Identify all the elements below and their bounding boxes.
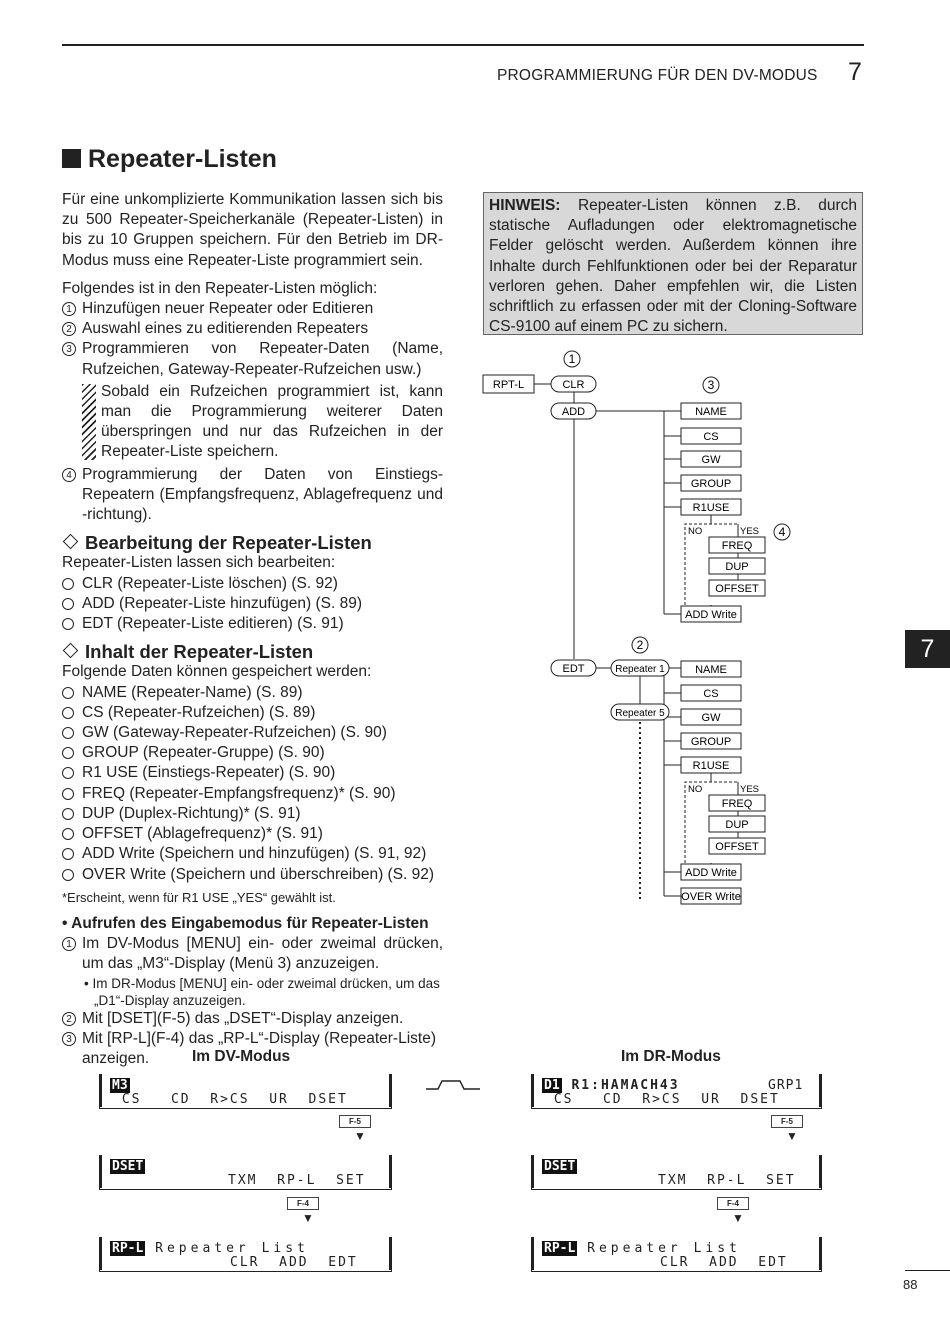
- flow-field: [709, 795, 765, 811]
- svg-text:R1USE: R1USE: [692, 760, 730, 772]
- list-item: CS (Repeater-Rufzeichen) (S. 89): [62, 703, 443, 723]
- lcd-rpl: RP-L Repeater List CLR ADD EDT: [99, 1238, 392, 1272]
- flow-repeater-5: [611, 704, 669, 720]
- header-rule: [62, 44, 864, 46]
- svg-text:R1USE: R1USE: [692, 502, 730, 514]
- svg-text:2: 2: [636, 638, 644, 652]
- hint-label: HINWEIS:: [489, 197, 561, 214]
- list-item: GW (Gateway-Repeater-Rufzeichen) (S. 90): [62, 723, 443, 743]
- arrow-down-icon: ▼: [732, 1211, 744, 1225]
- flow-field: [681, 428, 741, 444]
- flow-field: [681, 757, 741, 773]
- footnote: *Erscheint, wenn für R1 USE „YES“ gewählt ist.: [62, 889, 336, 905]
- circle-bullet-icon: [62, 869, 74, 881]
- flow-field: [681, 403, 741, 419]
- left-column: [62, 190, 443, 1069]
- flow-field: [709, 558, 765, 574]
- list-item: NAME (Repeater-Name) (S. 89): [62, 683, 443, 703]
- step-marker: [632, 637, 648, 653]
- chapter-number: 7: [848, 58, 862, 86]
- flow-add-write: [681, 864, 741, 880]
- svg-text:ADD: ADD: [561, 406, 586, 418]
- svg-text:4: 4: [778, 525, 786, 539]
- lcd-dset: DSET TXM RP-L SET: [99, 1156, 392, 1190]
- svg-text:Repeater 5: Repeater 5: [615, 708, 665, 719]
- svg-text:CS: CS: [703, 431, 719, 443]
- hint-box: [483, 192, 863, 335]
- chapter-tab: 7: [905, 630, 950, 668]
- flow-field: [681, 499, 741, 515]
- edit-heading: Bearbeitung der Repeater-Listen: [62, 533, 443, 553]
- substep: • Im DR-Modus [MENU] ein- oder zweimal drücken, um das „D1“-Display anzuzeigen.: [84, 975, 440, 1008]
- step-marker: [564, 351, 580, 367]
- lcd-rpl: RP-L Repeater List CLR ADD EDT: [531, 1238, 822, 1272]
- diamond-icon: [63, 643, 79, 659]
- circle-bullet-icon: [62, 578, 74, 590]
- list-item: OFFSET (Ablagefrequenz)* (S. 91): [62, 824, 443, 844]
- arrow-down-icon: ▼: [302, 1211, 314, 1225]
- circle-bullet-icon: [62, 727, 74, 739]
- flow-no: NO: [688, 526, 703, 537]
- flow-field: [681, 709, 741, 725]
- flow-repeater-1: [611, 660, 669, 676]
- svg-text:DUP: DUP: [725, 819, 749, 831]
- flow-field: [709, 537, 765, 553]
- lcd-m3: M3 CS CD R>CS UR DSET: [99, 1075, 392, 1109]
- flow-yes: YES: [740, 526, 760, 537]
- list-item: GROUP (Repeater-Gruppe) (S. 90): [62, 743, 443, 763]
- svg-text:FREQ: FREQ: [721, 798, 753, 810]
- list-item: CLR (Repeater-Liste löschen) (S. 92): [62, 574, 443, 594]
- edit-intro: Repeater-Listen lassen sich bearbeiten:: [62, 554, 336, 572]
- flow-field: [709, 580, 765, 596]
- page-number-rule: [905, 1270, 950, 1271]
- list-item: 3 Programmieren von Repeater-Daten (Name, Rufzeichen, Gateway-Repeater-Rufzeichen usw.): [62, 339, 443, 379]
- arrow-down-icon: ▼: [786, 1129, 798, 1143]
- lcd-d1: D1 R1:HAMACH43 GRP1 CS CD R>CS UR DSET: [531, 1075, 822, 1109]
- dv-mode-label: Im DV-Modus: [192, 1048, 291, 1065]
- svg-text:FREQ: FREQ: [721, 540, 753, 552]
- content-intro: Folgende Daten können gespeichert werden:: [62, 663, 372, 681]
- list-item: FREQ (Repeater-Empfangsfrequenz)* (S. 90): [62, 784, 443, 804]
- svg-text:OFFSET: OFFSET: [715, 583, 759, 595]
- svg-text:NAME: NAME: [695, 664, 727, 676]
- note: Sobald ein Rufzeichen programmiert ist, kann man die Programmierung weiterer Daten überspringen und nur das Rufzeichen in der Repeater-Liste speichern.: [81, 382, 443, 463]
- list-item: EDT (Repeater-Liste editieren) (S. 91): [62, 614, 443, 634]
- flow-field: [681, 685, 741, 701]
- svg-text:GW: GW: [701, 712, 721, 724]
- arrow-down-icon: ▼: [354, 1129, 366, 1143]
- flow-yes: YES: [740, 784, 760, 795]
- flow-no: NO: [688, 784, 703, 795]
- flow-rpt-l: [483, 375, 534, 393]
- intro-paragraph: Für eine unkomplizierte Kommunikation lassen sich bis zu 500 Repeater-Speicherkanäle (Repeater-Listen) in bis zu 10 Gruppen speichern. Für den Betrieb im DR-Modus muss eine Repeater-Liste programmiert sein.: [62, 191, 443, 269]
- svg-text:DUP: DUP: [725, 561, 749, 573]
- flow-field: [681, 661, 741, 677]
- dr-mode-label: Im DR-Modus: [621, 1048, 721, 1065]
- page-title: Repeater-Listen: [62, 145, 277, 174]
- circle-bullet-icon: [62, 687, 74, 699]
- list-item: R1 USE (Einstiegs-Repeater) (S. 90): [62, 763, 443, 783]
- list-item: ADD (Repeater-Liste hinzufügen) (S. 89): [62, 594, 443, 614]
- f5-key: F-5: [771, 1115, 803, 1128]
- circle-bullet-icon: [62, 767, 74, 779]
- svg-text:3: 3: [707, 378, 715, 392]
- circle-bullet-icon: [62, 808, 74, 820]
- circle-bullet-icon: [62, 788, 74, 800]
- svg-text:GW: GW: [701, 454, 721, 466]
- list-item: 1 Hinzufügen neuer Repeater oder Editieren: [62, 299, 443, 319]
- flow-field: [681, 475, 741, 491]
- step-marker: [703, 377, 719, 393]
- circle-bullet-icon: [62, 707, 74, 719]
- flow-add: [551, 403, 596, 419]
- signal-icon: [424, 1077, 484, 1091]
- flow-clr: [551, 376, 596, 392]
- svg-text:CLR: CLR: [562, 379, 585, 391]
- list-item: OVER Write (Speichern und überschreiben) (S. 92): [62, 865, 443, 885]
- lcd-dset: DSET TXM RP-L SET: [531, 1156, 822, 1190]
- list-item: ADD Write (Speichern und hinzufügen) (S. 91, 92): [62, 844, 443, 864]
- f5-key: F-5: [339, 1115, 371, 1128]
- diamond-icon: [63, 534, 79, 550]
- flow-over-write: [681, 888, 741, 904]
- note-icon: [82, 384, 96, 460]
- flow-field: [709, 838, 765, 854]
- svg-text:Repeater 1: Repeater 1: [615, 664, 665, 675]
- list-item: DUP (Duplex-Richtung)* (S. 91): [62, 804, 443, 824]
- svg-text:OFFSET: OFFSET: [715, 841, 759, 853]
- svg-text:GROUP: GROUP: [690, 478, 732, 490]
- step: 3 Mit [RP-L](F-4) das „RP-L“-Display (Repeater-Liste) anzeigen.: [62, 1029, 443, 1069]
- square-bullet-icon: [62, 149, 81, 168]
- possible-intro: Folgendes ist in den Repeater-Listen möglich:: [62, 279, 378, 297]
- list-item: 4 Programmierung der Daten von Einstiegs-Repeatern (Empfangsfrequenz, Ablagefrequenz und -richtung).: [62, 465, 443, 526]
- f4-key: F-4: [287, 1197, 319, 1210]
- flow-field: [709, 816, 765, 832]
- svg-text:ADD Write: ADD Write: [685, 867, 737, 879]
- content-heading: Inhalt der Repeater-Listen: [62, 642, 443, 662]
- flow-edt: [551, 660, 596, 676]
- svg-text:GROUP: GROUP: [690, 736, 732, 748]
- svg-text:NAME: NAME: [695, 406, 727, 418]
- step: 2 Mit [DSET](F-5) das „DSET“-Display anzeigen.: [62, 1009, 443, 1029]
- page-number: 88: [903, 1277, 918, 1292]
- flow-field: [681, 733, 741, 749]
- svg-text:ADD Write: ADD Write: [685, 609, 737, 621]
- svg-text:OVER Write: OVER Write: [681, 891, 741, 903]
- f4-key: F-4: [717, 1197, 749, 1210]
- circle-bullet-icon: [62, 848, 74, 860]
- call-heading: • Aufrufen des Eingabemodus für Repeater-Listen: [62, 914, 429, 932]
- svg-text:CS: CS: [703, 688, 719, 700]
- step: 1 Im DV-Modus [MENU] ein- oder zweimal drücken, um das „M3“-Display (Menü 3) anzuzeigen.: [62, 934, 443, 974]
- repeater-list-flow-diagram: [480, 340, 810, 910]
- flow-field: [681, 451, 741, 467]
- chapter-title: PROGRAMMIERUNG FÜR DEN DV-MODUS: [497, 67, 818, 84]
- svg-text:EDT: EDT: [562, 663, 585, 675]
- step-marker: [774, 524, 790, 540]
- hint-text: Repeater-Listen können z.B. durch statische Aufladungen oder elektromagnetische Felder gelöscht werden. Außerdem können ihre Inhalte durch Fehlfunktionen oder bei der Reparatur verloren gehen. Daher empfehlen wir, die Listen schriftlich zu erfassen oder mit der Cloning-Software CS-9100 auf einem PC zu sichern.: [489, 197, 857, 336]
- circle-bullet-icon: [62, 828, 74, 840]
- circle-bullet-icon: [62, 747, 74, 759]
- list-item: 2 Auswahl eines zu editierenden Repeaters: [62, 319, 443, 339]
- svg-text:1: 1: [568, 352, 576, 366]
- svg-text:RPT-L: RPT-L: [492, 379, 525, 391]
- flow-add-write: [681, 606, 741, 622]
- circle-bullet-icon: [62, 598, 74, 610]
- circle-bullet-icon: [62, 618, 74, 630]
